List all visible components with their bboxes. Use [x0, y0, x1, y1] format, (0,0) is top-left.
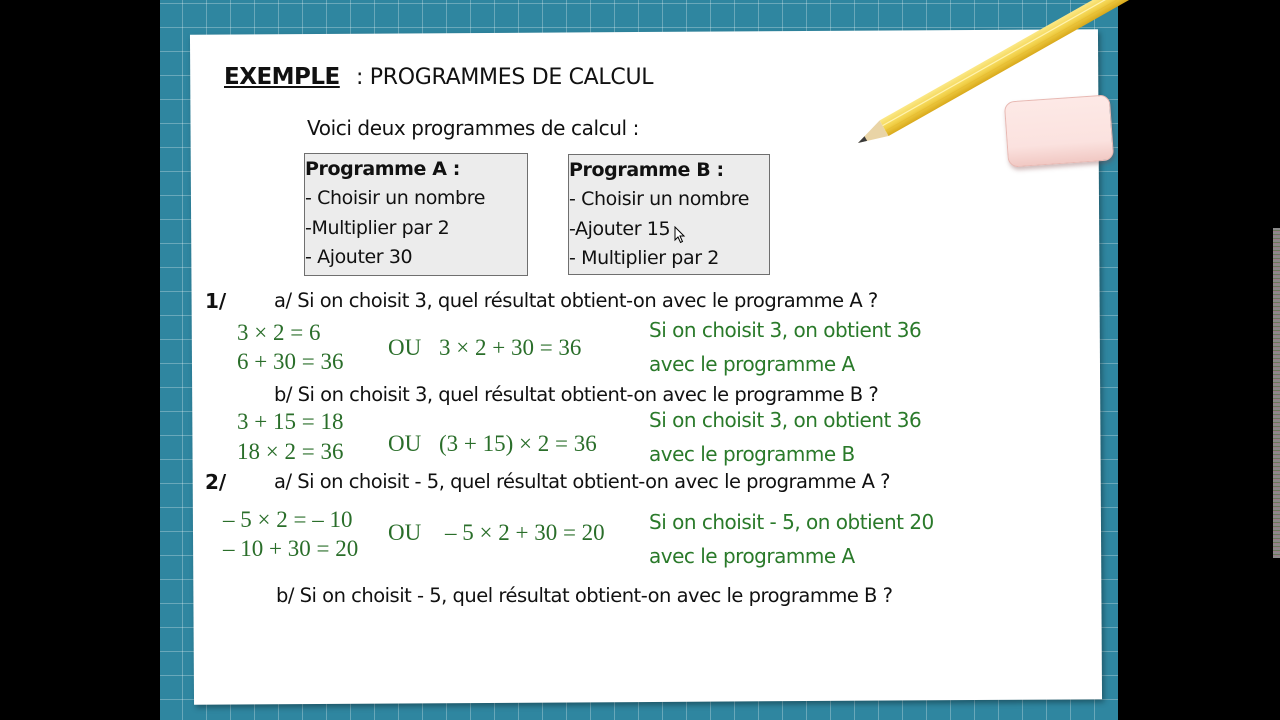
program-a-step-2: -Multiplier par 2	[305, 217, 450, 239]
program-b-step-3: - Multiplier par 2	[569, 247, 719, 269]
q1b-or: OU	[388, 431, 422, 456]
q1a-combined: 3 × 2 + 30 = 36	[439, 335, 582, 360]
q1b-step-1: 3 + 15 = 18	[237, 409, 344, 434]
program-a-step-3: - Ajouter 30	[305, 246, 413, 268]
program-a-box	[304, 153, 528, 276]
eraser-icon	[1004, 94, 1114, 167]
program-b-step-1: - Choisir un nombre	[569, 188, 749, 210]
q1a-step-1: 3 × 2 = 6	[237, 320, 321, 345]
intro-text: Voici deux programmes de calcul :	[307, 116, 639, 140]
program-a-step-1: - Choisir un nombre	[305, 187, 485, 209]
q1b-answer-line-1: Si on choisit 3, on obtient 36	[649, 408, 922, 432]
question-1-number: 1/	[205, 289, 227, 313]
q1b-step-2: 18 × 2 = 36	[237, 439, 344, 464]
q1a-or: OU	[388, 335, 422, 360]
q2a-combined: – 5 × 2 + 30 = 20	[445, 520, 605, 545]
q1a-step-2: 6 + 30 = 36	[237, 349, 344, 374]
q2a-answer-line-1: Si on choisit - 5, on obtient 20	[649, 510, 934, 534]
question-1a-label: a/ Si on choisit 3, quel résultat obtient-on avec le programme A ?	[274, 289, 878, 312]
slide-title: : PROGRAMMES DE CALCUL	[356, 65, 654, 90]
q1a-answer-line-2: avec le programme A	[649, 352, 855, 376]
q2a-step-2: – 10 + 30 = 20	[223, 536, 359, 561]
mouse-pointer-icon	[674, 226, 686, 244]
q2a-answer-line-2: avec le programme A	[649, 544, 855, 568]
q1b-combined: (3 + 15) × 2 = 36	[439, 431, 597, 456]
program-a-heading: Programme A :	[305, 158, 460, 180]
program-b-step-2: -Ajouter 15	[569, 218, 671, 240]
question-2b-label: b/ Si on choisit - 5, quel résultat obtient-on avec le programme B ?	[276, 584, 893, 607]
q1b-answer-line-2: avec le programme B	[649, 442, 855, 466]
title-prefix: EXEMPLE	[224, 64, 340, 90]
question-2-number: 2/	[205, 470, 227, 494]
q2a-or: OU	[388, 520, 422, 545]
q1a-answer-line-1: Si on choisit 3, on obtient 36	[649, 318, 922, 342]
program-b-heading: Programme B :	[569, 159, 724, 181]
question-1b-label: b/ Si on choisit 3, quel résultat obtient-on avec le programme B ?	[274, 383, 879, 406]
question-2a-label: a/ Si on choisit - 5, quel résultat obtient-on avec le programme A ?	[274, 470, 890, 493]
q2a-step-1: – 5 × 2 = – 10	[223, 507, 353, 532]
program-b-box	[568, 154, 770, 275]
